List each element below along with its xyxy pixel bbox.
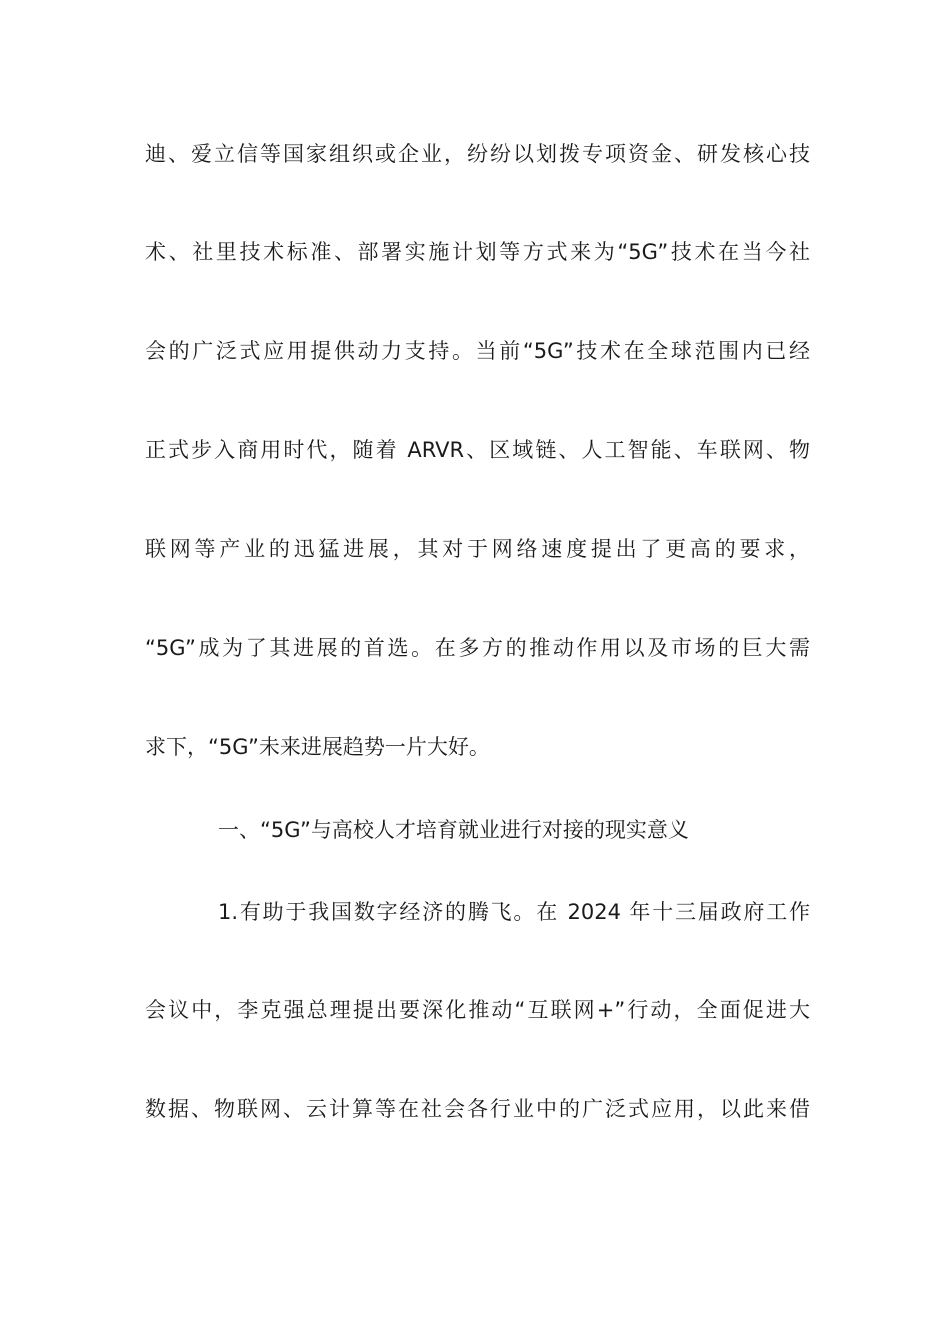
paragraph-line: 求下，“5G”未来进展趋势一片大好。 <box>145 735 490 759</box>
section-heading: 一、“5G”与高校人才培育就业进行对接的现实意义 <box>218 818 689 842</box>
paragraph-line: 正式步入商用时代，随着 ARVR、区域链、人工智能、车联网、物 <box>145 438 810 462</box>
paragraph-line: 1.有助于我国数字经济的腾飞。在 2024 年十三届政府工作 <box>218 900 810 924</box>
paragraph-line: “5G”成为了其进展的首选。在多方的推动作用以及市场的巨大需 <box>145 636 810 660</box>
paragraph-line: 会的广泛式应用提供动力支持。当前“5G”技术在全球范围内已经 <box>145 339 810 363</box>
paragraph-line: 会议中，李克强总理提出要深化推动“互联网+”行动，全面促进大 <box>145 998 810 1022</box>
paragraph-line: 联网等产业的迅猛进展，其对于网络速度提出了更高的要求， <box>145 537 810 561</box>
paragraph-line: 术、社里技术标准、部署实施计划等方式来为“5G”技术在当今社 <box>145 240 810 264</box>
paragraph-line: 数据、物联网、云计算等在社会各行业中的广泛式应用，以此来借 <box>145 1097 810 1121</box>
paragraph-line: 迪、爱立信等国家组织或企业，纷纷以划拨专项资金、研发核心技 <box>145 142 810 166</box>
